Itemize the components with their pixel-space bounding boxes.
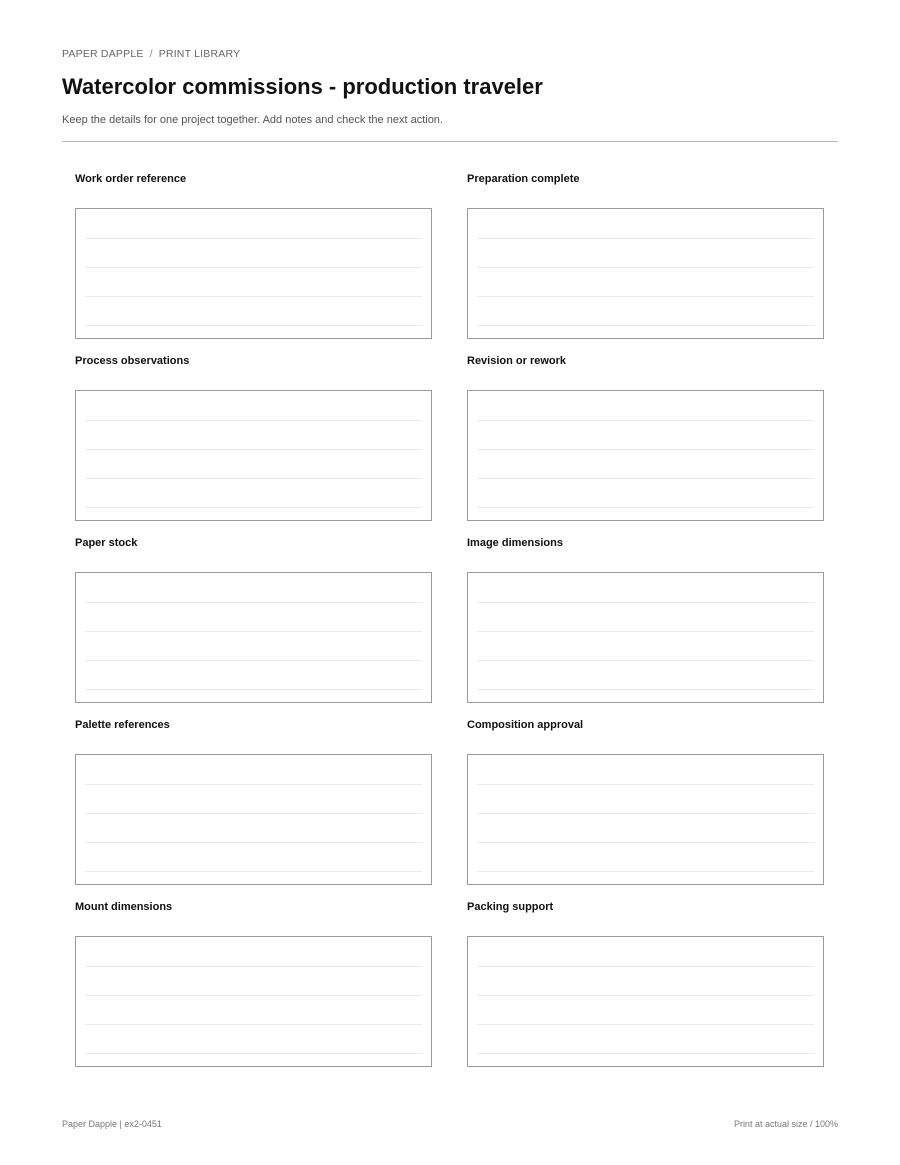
footer-print-note: Print at actual size / 100% [733, 1119, 838, 1129]
field-label-paper-stock: Paper stock [75, 537, 138, 549]
writing-line [477, 449, 814, 450]
field-label-process-observations: Process observations [75, 355, 190, 367]
field-box-process-observations[interactable] [75, 390, 432, 521]
writing-line [477, 631, 814, 632]
writing-line [85, 420, 422, 421]
field-label-image-dimensions: Image dimensions [467, 537, 563, 549]
field-box-palette-references[interactable] [75, 754, 432, 885]
field-label-revision-or-rework: Revision or rework [467, 355, 567, 367]
writing-line [477, 325, 814, 326]
field-box-revision-or-rework[interactable] [467, 390, 824, 521]
writing-line [477, 660, 814, 661]
writing-line [477, 842, 814, 843]
writing-line [85, 1024, 422, 1025]
writing-line [477, 296, 814, 297]
field-label-palette-references: Palette references [75, 719, 170, 731]
writing-line [477, 689, 814, 690]
page-title: Watercolor commissions - production traveler [62, 74, 543, 99]
writing-line [85, 842, 422, 843]
field-box-mount-dimensions[interactable] [75, 936, 432, 1067]
writing-line [85, 325, 422, 326]
field-label-packing-support: Packing support [467, 901, 554, 913]
breadcrumb-item-brand: PAPER DAPPLE [62, 48, 144, 60]
writing-line [85, 267, 422, 268]
writing-line [85, 602, 422, 603]
writing-line [85, 966, 422, 967]
field-box-preparation-complete[interactable] [467, 208, 824, 339]
field-box-composition-approval[interactable] [467, 754, 824, 885]
breadcrumb-item-library: PRINT LIBRARY [158, 48, 241, 60]
writing-line [85, 995, 422, 996]
field-box-image-dimensions[interactable] [467, 572, 824, 703]
footer-document-id: Paper Dapple | ex2-0451 [62, 1119, 162, 1129]
writing-line [85, 449, 422, 450]
writing-line [477, 784, 814, 785]
writing-line [477, 966, 814, 967]
writing-line [85, 1053, 422, 1054]
field-box-packing-support[interactable] [467, 936, 824, 1067]
field-label-composition-approval: Composition approval [467, 719, 584, 731]
writing-line [85, 813, 422, 814]
writing-line [477, 871, 814, 872]
writing-line [85, 689, 422, 690]
writing-line [477, 478, 814, 479]
writing-line [85, 478, 422, 479]
writing-line [85, 871, 422, 872]
field-box-work-order-reference[interactable] [75, 208, 432, 339]
writing-line [85, 238, 422, 239]
writing-line [477, 995, 814, 996]
writing-line [477, 267, 814, 268]
header-divider [62, 141, 838, 142]
writing-line [85, 660, 422, 661]
writing-line [85, 296, 422, 297]
writing-line [477, 1024, 814, 1025]
field-label-mount-dimensions: Mount dimensions [75, 901, 173, 913]
writing-line [477, 507, 814, 508]
breadcrumb [62, 48, 240, 60]
writing-line [477, 813, 814, 814]
breadcrumb-separator: / [149, 48, 153, 60]
field-box-paper-stock[interactable] [75, 572, 432, 703]
writing-line [85, 784, 422, 785]
page-subtitle: Keep the details for one project together. Add notes and check the next action. [62, 114, 443, 126]
field-label-work-order-reference: Work order reference [75, 173, 187, 185]
writing-line [477, 1053, 814, 1054]
writing-line [477, 602, 814, 603]
writing-line [85, 507, 422, 508]
writing-line [477, 238, 814, 239]
writing-line [477, 420, 814, 421]
field-label-preparation-complete: Preparation complete [467, 173, 580, 185]
writing-line [85, 631, 422, 632]
